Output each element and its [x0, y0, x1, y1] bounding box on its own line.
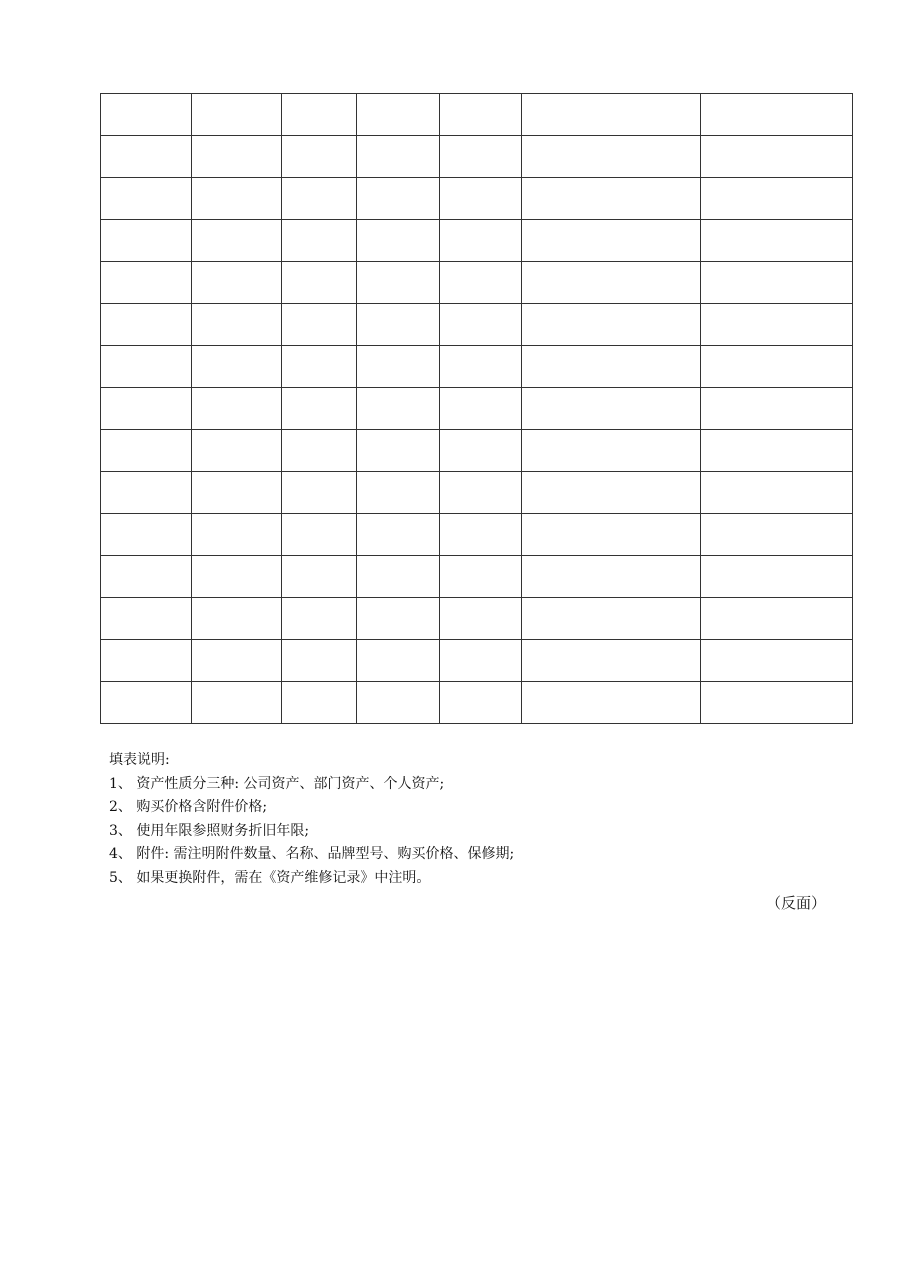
- table-cell: [701, 136, 853, 178]
- table-cell: [440, 514, 522, 556]
- table-cell: [701, 598, 853, 640]
- table-cell: [522, 346, 701, 388]
- instruction-item-3: 3、 使用年限参照财务折旧年限;: [109, 822, 310, 839]
- table-row: [101, 472, 853, 514]
- table-row: [101, 598, 853, 640]
- table-cell: [701, 514, 853, 556]
- page-side-label: （反面）: [766, 894, 827, 912]
- table-cell: [440, 136, 522, 178]
- table-cell: [282, 262, 357, 304]
- table-cell: [101, 514, 192, 556]
- table-cell: [282, 136, 357, 178]
- table-cell: [192, 514, 282, 556]
- table-cell: [701, 430, 853, 472]
- table-cell: [357, 262, 440, 304]
- table-row: [101, 178, 853, 220]
- table-cell: [282, 304, 357, 346]
- table-cell: [522, 178, 701, 220]
- table-cell: [282, 178, 357, 220]
- table-cell: [357, 136, 440, 178]
- table-cell: [440, 388, 522, 430]
- table-cell: [357, 472, 440, 514]
- table-row: [101, 94, 853, 136]
- table-cell: [192, 556, 282, 598]
- table-cell: [357, 514, 440, 556]
- table-cell: [357, 682, 440, 724]
- asset-record-table-body: [101, 94, 853, 724]
- table-cell: [522, 556, 701, 598]
- table-cell: [357, 304, 440, 346]
- table-cell: [701, 94, 853, 136]
- table-cell: [440, 430, 522, 472]
- table-cell: [282, 220, 357, 262]
- table-cell: [522, 472, 701, 514]
- table-row: [101, 388, 853, 430]
- table-row: [101, 136, 853, 178]
- table-cell: [192, 388, 282, 430]
- table-cell: [357, 430, 440, 472]
- table-cell: [192, 430, 282, 472]
- table-cell: [101, 178, 192, 220]
- table-cell: [192, 304, 282, 346]
- table-cell: [522, 598, 701, 640]
- table-cell: [701, 220, 853, 262]
- table-cell: [101, 598, 192, 640]
- table-cell: [440, 304, 522, 346]
- table-cell: [192, 682, 282, 724]
- instructions-heading: 填表说明:: [109, 752, 170, 768]
- asset-record-table: [100, 93, 853, 724]
- table-row: [101, 514, 853, 556]
- table-cell: [701, 556, 853, 598]
- table-cell: [357, 640, 440, 682]
- table-row: [101, 682, 853, 724]
- table-cell: [522, 220, 701, 262]
- table-cell: [282, 430, 357, 472]
- table-cell: [440, 598, 522, 640]
- table-row: [101, 430, 853, 472]
- table-cell: [522, 388, 701, 430]
- table-cell: [701, 178, 853, 220]
- table-row: [101, 556, 853, 598]
- table-cell: [192, 136, 282, 178]
- table-cell: [701, 262, 853, 304]
- table-cell: [440, 220, 522, 262]
- table-cell: [440, 556, 522, 598]
- instruction-item-4: 4、 附件: 需注明附件数量、名称、品牌型号、购买价格、保修期;: [109, 846, 515, 862]
- fill-instructions: [109, 749, 514, 890]
- table-cell: [522, 514, 701, 556]
- table-cell: [192, 94, 282, 136]
- table-cell: [282, 388, 357, 430]
- table-cell: [101, 220, 192, 262]
- table-cell: [440, 640, 522, 682]
- table-cell: [282, 514, 357, 556]
- table-cell: [701, 640, 853, 682]
- table-cell: [440, 178, 522, 220]
- table-cell: [282, 472, 357, 514]
- table-cell: [357, 556, 440, 598]
- table-cell: [192, 178, 282, 220]
- table-cell: [282, 94, 357, 136]
- table-cell: [522, 262, 701, 304]
- table-cell: [701, 304, 853, 346]
- table-row: [101, 220, 853, 262]
- table-row: [101, 262, 853, 304]
- table-cell: [357, 178, 440, 220]
- table-cell: [101, 556, 192, 598]
- table-row: [101, 304, 853, 346]
- table-cell: [101, 262, 192, 304]
- table-cell: [440, 346, 522, 388]
- table-cell: [192, 262, 282, 304]
- table-cell: [282, 346, 357, 388]
- table-cell: [440, 682, 522, 724]
- table-cell: [282, 640, 357, 682]
- table-cell: [101, 388, 192, 430]
- table-cell: [282, 682, 357, 724]
- table-cell: [522, 304, 701, 346]
- instruction-item-1: 1、 资产性质分三种: 公司资产、部门资产、个人资产;: [109, 775, 445, 792]
- table-cell: [192, 472, 282, 514]
- table-cell: [701, 472, 853, 514]
- table-cell: [440, 94, 522, 136]
- table-row: [101, 346, 853, 388]
- table-cell: [192, 640, 282, 682]
- table-cell: [357, 598, 440, 640]
- table-cell: [192, 220, 282, 262]
- table-cell: [522, 682, 701, 724]
- table-cell: [101, 472, 192, 514]
- table-cell: [101, 136, 192, 178]
- instruction-item-2: 2、 购买价格含附件价格;: [109, 799, 268, 815]
- table-row: [101, 640, 853, 682]
- table-cell: [522, 640, 701, 682]
- table-cell: [101, 304, 192, 346]
- table-cell: [522, 136, 701, 178]
- table-cell: [357, 94, 440, 136]
- table-cell: [192, 346, 282, 388]
- table-cell: [440, 472, 522, 514]
- table-cell: [701, 388, 853, 430]
- table-cell: [101, 94, 192, 136]
- table-cell: [282, 598, 357, 640]
- table-cell: [282, 556, 357, 598]
- table-cell: [440, 262, 522, 304]
- table-cell: [101, 346, 192, 388]
- table-cell: [357, 346, 440, 388]
- table-cell: [101, 430, 192, 472]
- table-cell: [701, 682, 853, 724]
- table-cell: [522, 94, 701, 136]
- table-cell: [101, 682, 192, 724]
- table-cell: [101, 640, 192, 682]
- table-cell: [192, 598, 282, 640]
- table-cell: [357, 220, 440, 262]
- table-cell: [701, 346, 853, 388]
- table-cell: [522, 430, 701, 472]
- instruction-item-5: 5、 如果更换附件，需在《资产维修记录》中注明。: [109, 869, 431, 886]
- table-cell: [357, 388, 440, 430]
